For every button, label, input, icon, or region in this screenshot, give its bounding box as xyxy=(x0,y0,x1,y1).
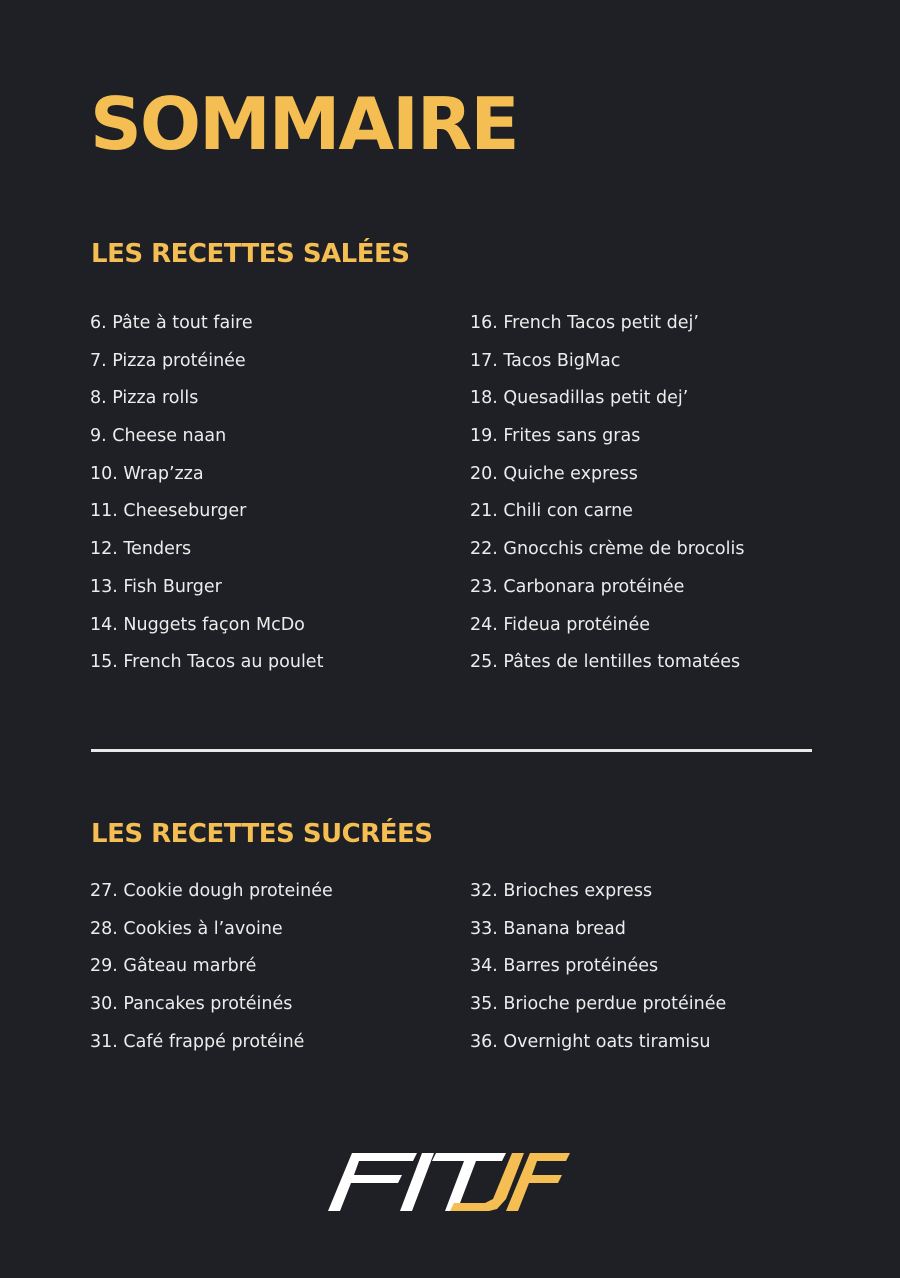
list-item: 31. Café frappé protéiné xyxy=(90,1031,305,1052)
list-item: 23. Carbonara protéinée xyxy=(470,576,685,597)
fitjf-logo xyxy=(322,1153,572,1211)
recipe-list-salees-left xyxy=(90,313,323,690)
list-item: 28. Cookies à l’avoine xyxy=(90,918,283,939)
list-item: 27. Cookie dough proteinée xyxy=(90,881,333,901)
list-item: 24. Fideua protéinée xyxy=(470,614,651,635)
section-heading-sucrees: LES RECETTES SUCRÉES xyxy=(91,819,433,849)
list-item: 14. Nuggets façon McDo xyxy=(90,614,305,635)
list-item: 17. Tacos BigMac xyxy=(470,350,621,371)
list-item: 11. Cheeseburger xyxy=(90,501,247,522)
list-item: 25. Pâtes de lentilles tomatées xyxy=(470,652,741,673)
list-item: 12. Tenders xyxy=(90,539,192,560)
recipe-list-salees-right xyxy=(470,313,744,690)
list-item: 13. Fish Burger xyxy=(90,576,222,597)
recipe-list-sucrees-right xyxy=(470,881,726,1069)
list-item: 33. Banana bread xyxy=(470,918,626,939)
list-item: 9. Cheese naan xyxy=(90,426,227,447)
list-item: 34. Barres protéinées xyxy=(470,956,659,977)
list-item: 6. Pâte à tout faire xyxy=(90,313,253,333)
list-item: 36. Overnight oats tiramisu xyxy=(470,1031,711,1052)
page-title: SOMMAIRE xyxy=(90,82,518,166)
list-item: 22. Gnocchis crème de brocolis xyxy=(470,539,745,560)
list-item: 21. Chili con carne xyxy=(470,501,633,522)
list-item: 29. Gâteau marbré xyxy=(90,956,257,977)
list-item: 16. French Tacos petit dej’ xyxy=(470,313,699,333)
list-item: 20. Quiche express xyxy=(470,463,638,484)
list-item: 15. French Tacos au poulet xyxy=(90,652,324,673)
list-item: 30. Pancakes protéinés xyxy=(90,994,293,1015)
section-heading-salees: LES RECETTES SALÉES xyxy=(91,239,410,269)
list-item: 35. Brioche perdue protéinée xyxy=(470,994,727,1015)
logo-fit-letters xyxy=(328,1153,506,1211)
list-item: 7. Pizza protéinée xyxy=(90,350,246,371)
recipe-list-sucrees-left xyxy=(90,881,333,1069)
list-item: 18. Quesadillas petit dej’ xyxy=(470,388,689,409)
list-item: 32. Brioches express xyxy=(470,881,653,901)
section-divider xyxy=(91,749,812,752)
list-item: 19. Frites sans gras xyxy=(470,426,641,447)
list-item: 10. Wrap’zza xyxy=(90,463,204,484)
list-item: 8. Pizza rolls xyxy=(90,388,199,409)
